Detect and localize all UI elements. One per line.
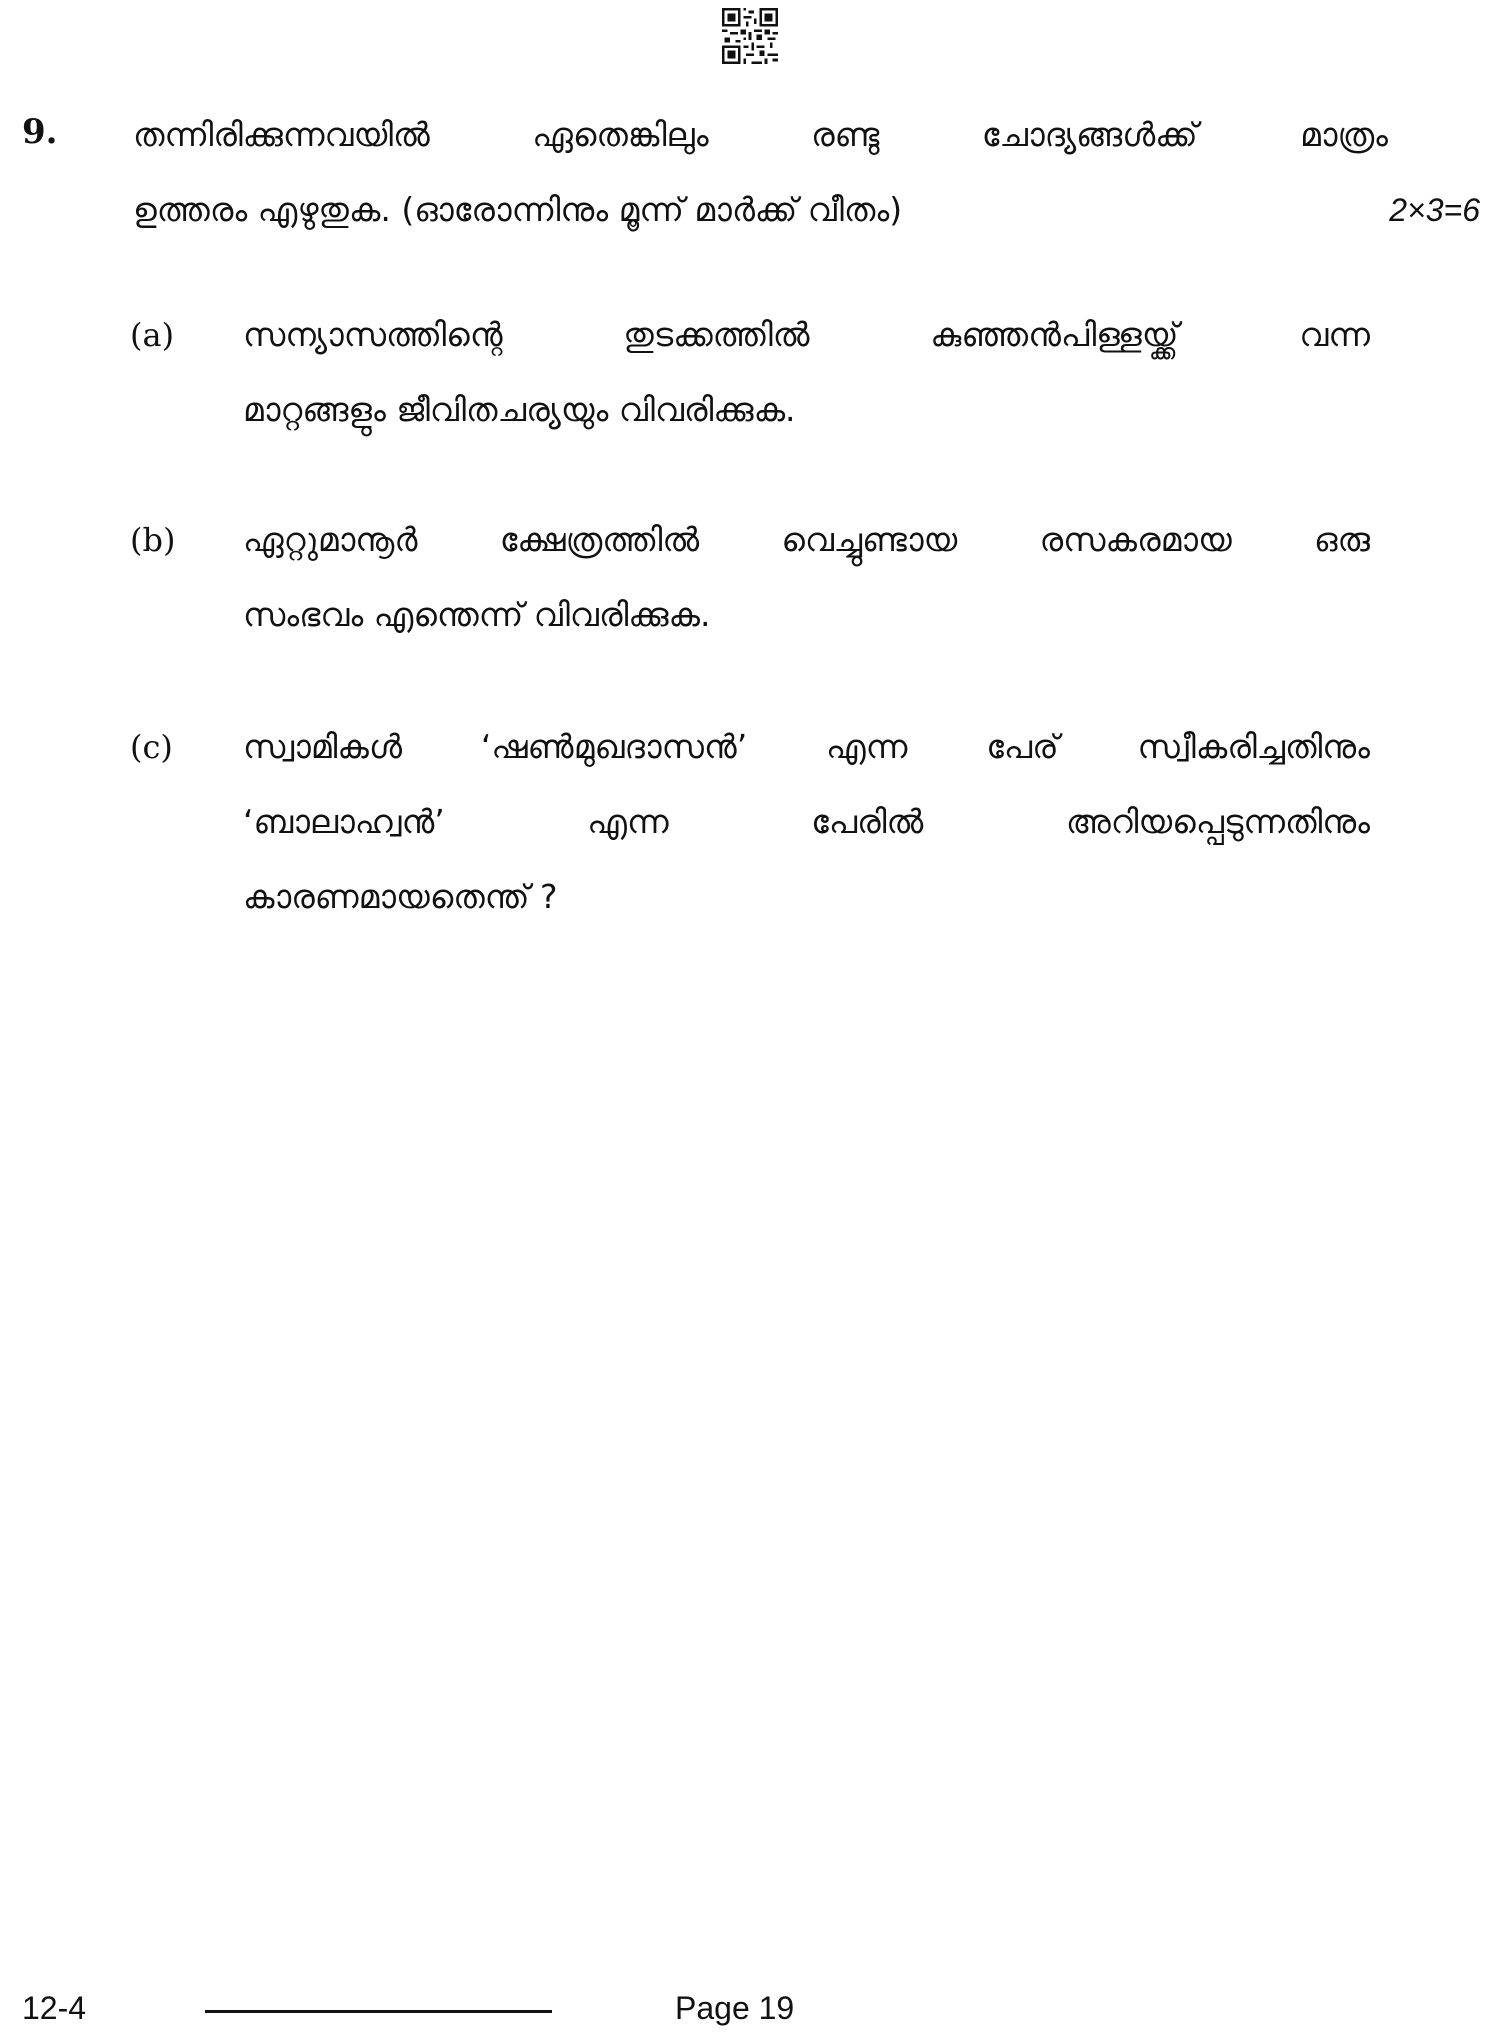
question-instruction-line2: ഉത്തരം എഴുതുക. (ഓരോന്നിനും മൂന്ന് മാർക്ക് വീതം)	[133, 190, 903, 229]
footer-paper-code: 12-4	[22, 1990, 87, 2026]
subquestion-a-line1: സന്യാസത്തിന്റെ തുടക്കത്തിൽ കുഞ്ഞൻപിള്ളയ്ക്ക് വന്ന	[243, 315, 1370, 354]
subquestion-c-line1: സ്വാമികൾ ‘ഷൺമുഖദാസൻ’ എന്ന പേര് സ്വീകരിച്ചതിനും	[243, 727, 1370, 766]
subquestion-c-line2: ‘ബാലാഹ്വൻ’ എന്ന പേരിൽ അറിയപ്പെടുന്നതിനും	[243, 802, 1370, 841]
subquestion-c-label: (c)	[130, 728, 173, 766]
footer-page-number: Page 19	[675, 1990, 795, 2026]
question-instruction-line1: തന്നിരിക്കുന്നവയിൽ ഏതെങ്കിലും രണ്ടു ചോദ്യങ്ങൾക്ക് മാത്രം	[133, 115, 1388, 154]
subquestion-b-line2: സംഭവം എന്തെന്ന് വിവരിക്കുക.	[243, 595, 711, 634]
subquestion-b-label: (b)	[130, 521, 176, 559]
subquestion-a-line2: മാറ്റങ്ങളും ജീവിതചര്യയും വിവരിക്കുക.	[243, 390, 796, 429]
marks-allocation: 2×3=6	[1389, 192, 1480, 228]
subquestion-a-label: (a)	[130, 316, 175, 354]
subquestion-b-line1: ഏറ്റുമാനൂർ ക്ഷേത്രത്തിൽ വെച്ചുണ്ടായ രസകരമായ ഒരു	[243, 520, 1370, 559]
subquestion-c-line3: കാരണമായതെന്ത് ?	[243, 877, 558, 916]
qr-code-icon	[722, 8, 778, 64]
footer-divider	[205, 2010, 552, 2013]
question-number: 9.	[22, 112, 58, 152]
